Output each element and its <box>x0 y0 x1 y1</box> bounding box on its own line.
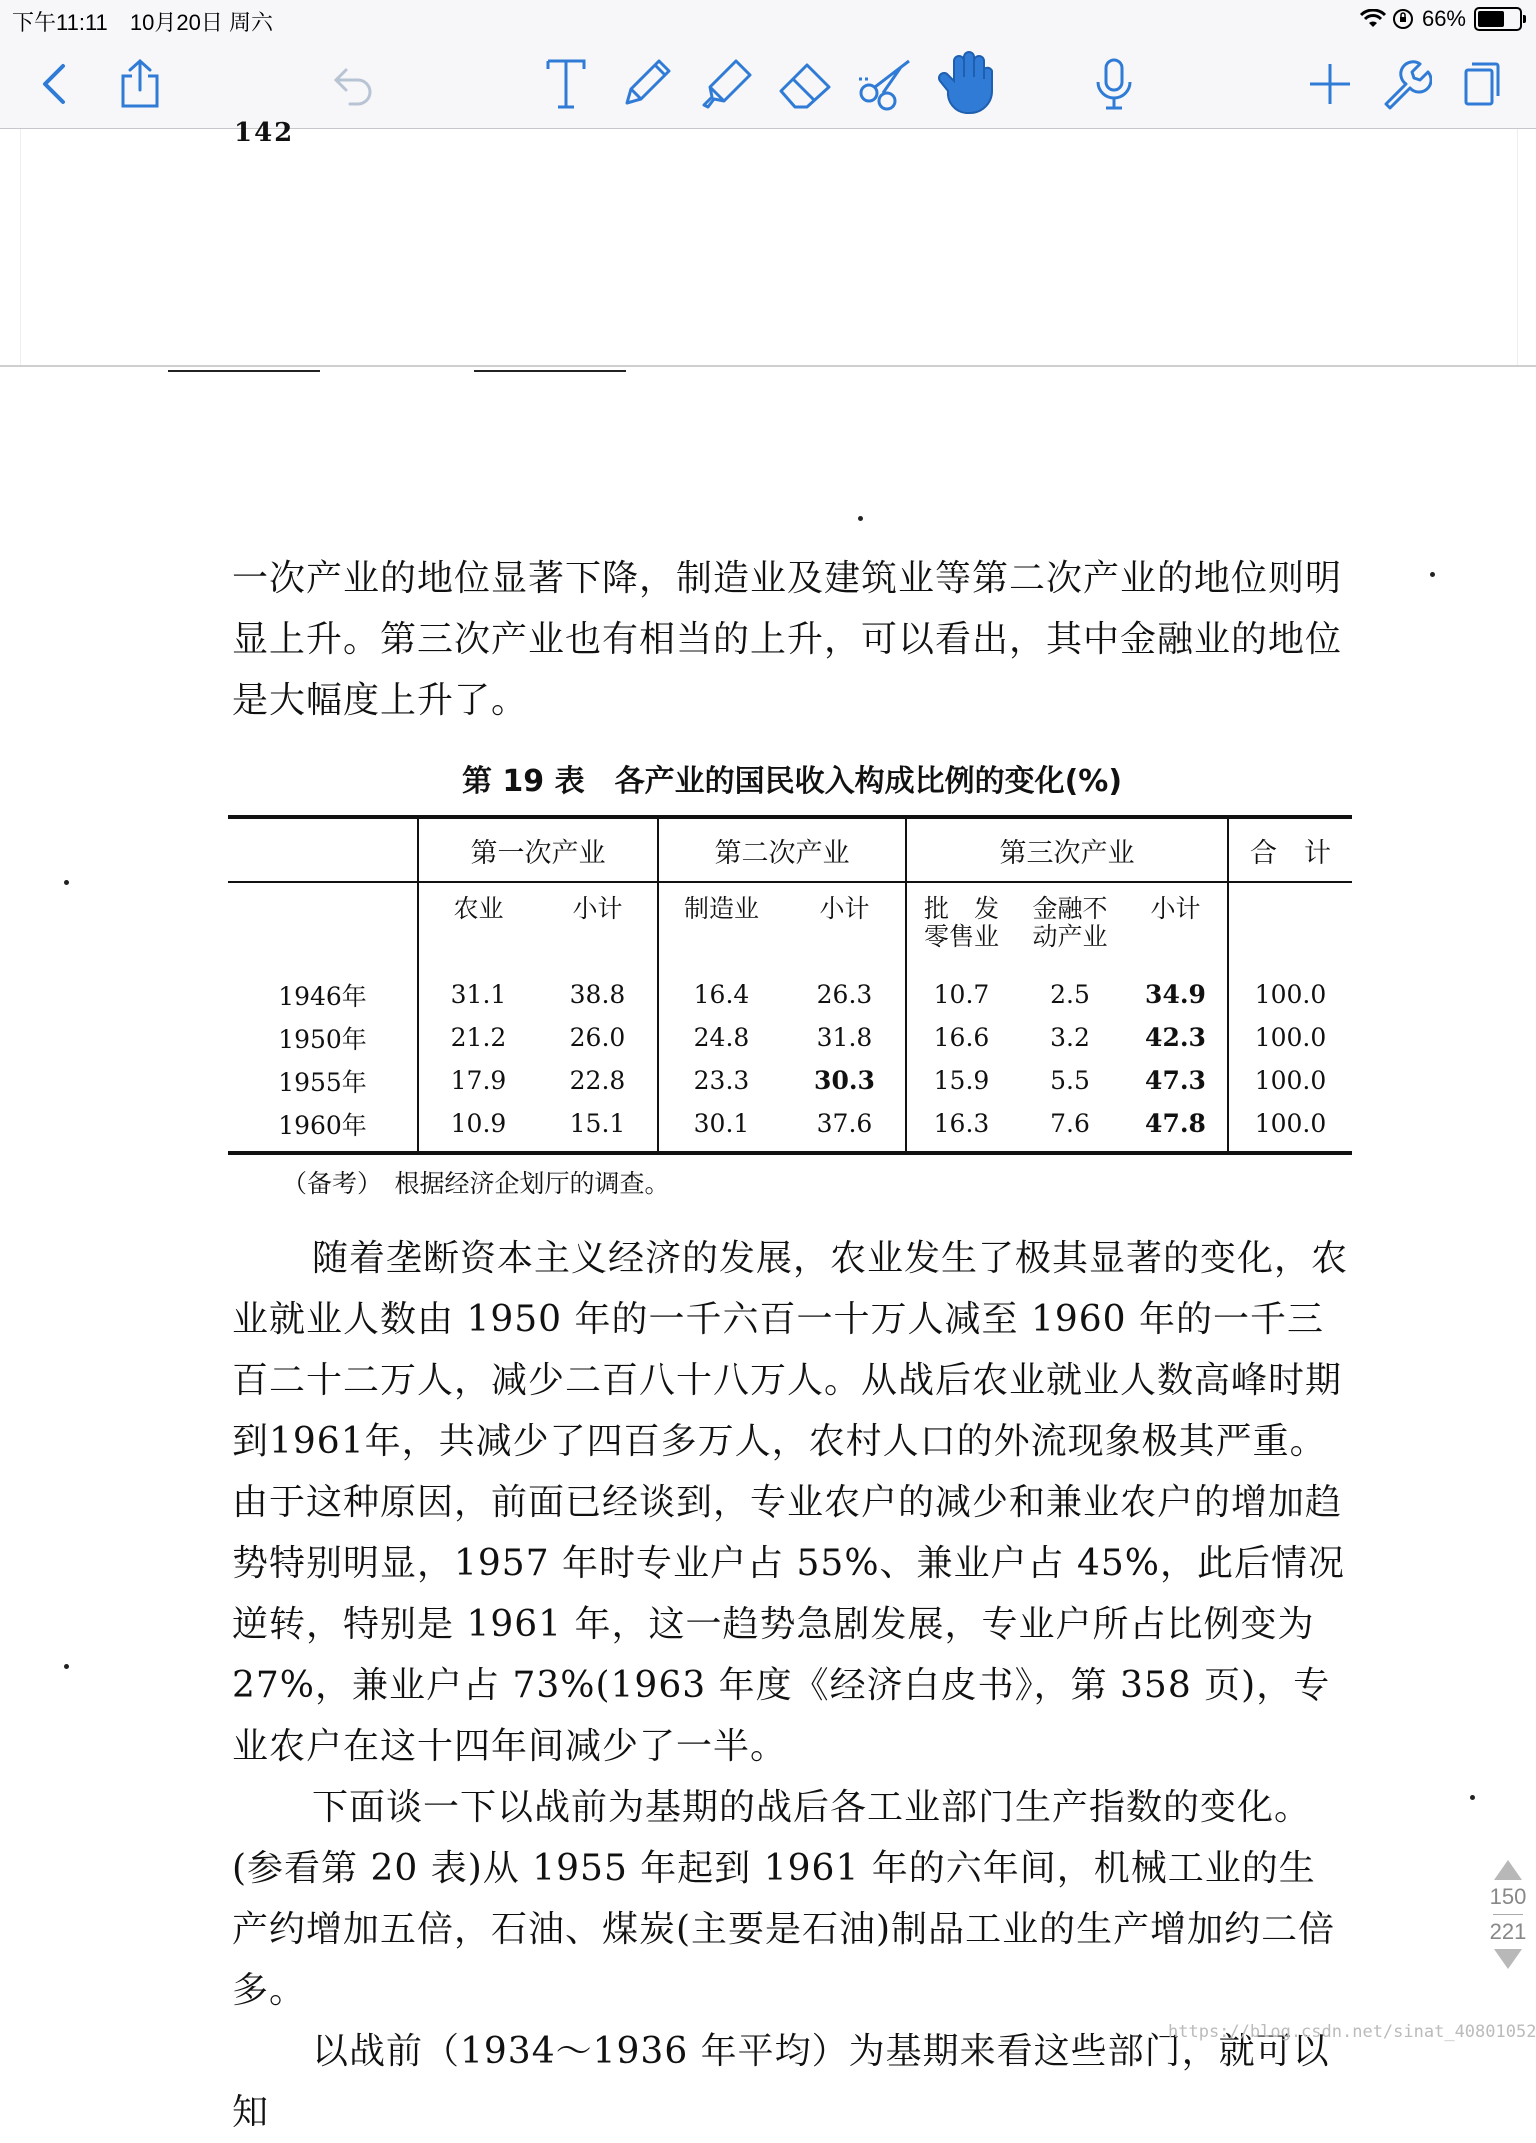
add-button[interactable] <box>1300 56 1360 112</box>
column-header: 小计 <box>819 894 870 923</box>
highlighter-tool-button[interactable] <box>696 56 756 112</box>
table-cell: 100.0 <box>1228 1059 1352 1102</box>
scan-speck <box>1430 572 1435 577</box>
text-tool-button[interactable] <box>536 56 596 112</box>
pen-icon <box>619 57 673 111</box>
column-header: 小计 <box>1150 894 1201 923</box>
pages-button[interactable] <box>1452 56 1512 112</box>
lasso-tool-button[interactable] <box>856 56 916 112</box>
table-cell: 47.8 <box>1124 1102 1228 1153</box>
table-cell: 30.1 <box>658 1102 784 1153</box>
table-cell: 26.0 <box>569 1023 626 1052</box>
plus-icon <box>1307 61 1353 107</box>
table-cell: 15.9 <box>906 1059 1016 1102</box>
table-cell: 15.1 <box>538 1102 658 1153</box>
status-bar <box>0 0 1536 40</box>
table-cell: 31.8 <box>816 1023 873 1052</box>
column-group-header: 第一次产业 <box>418 817 658 882</box>
watermark: https://blog.csdn.net/sinat_40801052 <box>1168 2022 1536 2042</box>
paragraph-text: 一次产业的地位显著下降，制造业及建筑业等第二次产业的地位则明显上升。第三次产业也有相当的上升，可以看出，其中金融业的地位是大幅度上升了。 <box>232 558 1343 721</box>
column-header: 农业 <box>418 882 538 973</box>
table-cell: 47.3 <box>1145 1066 1206 1095</box>
table-cell: 16.4 <box>658 973 784 1016</box>
column-group-header: 第二次产业 <box>658 817 906 882</box>
highlighter-icon <box>698 57 754 111</box>
toolbar <box>0 40 1536 129</box>
paragraph-text: 以战前（1934～1936 年平均）为基期来看这些部门，就可以知 <box>232 2031 1330 2133</box>
table-cell: 100.0 <box>1228 1016 1352 1059</box>
table-cell: 2.5 <box>1050 980 1090 1009</box>
table-cell: 7.6 <box>1016 1102 1124 1153</box>
back-button[interactable] <box>24 56 84 112</box>
scissors-icon <box>857 57 915 111</box>
table-cell: 31.1 <box>418 973 538 1016</box>
underline-fragment <box>474 370 626 372</box>
table-cell: 24.8 <box>658 1016 784 1059</box>
income-composition-table <box>228 815 1352 1155</box>
table-cell: 42.3 <box>1145 1023 1206 1052</box>
hand-tool-button[interactable] <box>930 56 1000 112</box>
undo-icon <box>332 62 376 106</box>
rotation-lock-icon <box>1392 8 1414 30</box>
table-title: 第 19 表 各产业的国民收入构成比例的变化(%) <box>461 764 1123 799</box>
hand-icon <box>934 51 996 117</box>
scan-speck <box>64 880 69 885</box>
table-note: （备考） 根据经济企划厅的调查。 <box>282 1169 670 1198</box>
table-cell: 26.3 <box>816 980 873 1009</box>
battery-percent: 66% <box>1421 6 1466 31</box>
eraser-tool-button[interactable] <box>776 56 836 112</box>
row-year: 1950年 <box>278 1024 367 1054</box>
row-year: 1960年 <box>228 1102 418 1153</box>
column-header <box>1228 882 1352 973</box>
paragraph <box>232 548 1352 731</box>
table-row <box>228 1059 1352 1102</box>
table-cell: 30.3 <box>814 1066 875 1095</box>
total-pages: 221 <box>1489 1919 1527 1944</box>
table-row <box>228 973 1352 1016</box>
settings-button[interactable] <box>1376 56 1436 112</box>
table-cell: 3.2 <box>1050 1023 1090 1052</box>
column-group-header: 合 计 <box>1228 817 1352 882</box>
table-cell: 16.3 <box>906 1102 1016 1153</box>
table-row <box>228 1102 1352 1153</box>
table-cell: 100.0 <box>1228 973 1352 1016</box>
table-cell: 22.8 <box>569 1066 626 1095</box>
text-icon <box>544 57 588 111</box>
status-date: 10月20日 周六 <box>129 10 273 35</box>
pen-tool-button[interactable] <box>616 56 676 112</box>
scroll-up-icon[interactable] <box>1494 1860 1522 1880</box>
battery-icon <box>1474 7 1522 31</box>
eraser-icon <box>777 59 835 109</box>
share-icon <box>117 58 163 110</box>
column-header: 金融不 动产业 <box>1032 894 1108 951</box>
table-cell: 37.6 <box>784 1102 906 1153</box>
chevron-left-icon <box>39 62 69 106</box>
row-year: 1946年 <box>278 981 367 1011</box>
table-cell: 17.9 <box>418 1059 538 1102</box>
previous-page-bottom <box>20 129 1518 365</box>
microphone-icon <box>1094 56 1134 112</box>
table-corner <box>228 882 418 973</box>
wifi-icon <box>1360 9 1386 29</box>
table-cell: 16.6 <box>906 1016 1016 1059</box>
table-cell: 38.8 <box>569 980 626 1009</box>
page-divider <box>0 365 1536 367</box>
share-button[interactable] <box>110 56 170 112</box>
column-group-header: 第三次产业 <box>906 817 1228 882</box>
table-cell: 100.0 <box>1228 1102 1352 1153</box>
scroll-down-icon[interactable] <box>1494 1949 1522 1969</box>
column-header: 批 发 零售业 <box>906 882 1016 973</box>
table-cell: 10.7 <box>906 973 1016 1016</box>
paragraph <box>232 1228 1352 2143</box>
page-scrubber[interactable] <box>1482 1860 1534 1969</box>
status-time: 下午11:11 <box>12 10 108 35</box>
table-cell: 34.9 <box>1145 980 1206 1009</box>
table-corner <box>228 817 418 882</box>
scan-speck <box>64 1664 69 1669</box>
undo-button[interactable] <box>324 56 384 112</box>
table-cell: 21.2 <box>418 1016 538 1059</box>
scan-speck <box>858 516 863 521</box>
current-page: 150 <box>1489 1884 1527 1909</box>
column-header: 制造业 <box>658 882 784 973</box>
table-cell: 23.3 <box>658 1059 784 1102</box>
underline-fragment <box>168 370 320 372</box>
table-row <box>228 1016 1352 1059</box>
table-cell: 5.5 <box>1050 1066 1090 1095</box>
wrench-icon <box>1380 58 1432 110</box>
column-header: 小计 <box>572 894 623 923</box>
page-number: 142 <box>234 118 295 148</box>
table-cell: 10.9 <box>418 1102 538 1153</box>
row-year: 1955年 <box>278 1067 367 1097</box>
scan-speck <box>1470 1795 1475 1800</box>
paragraph-text: 下面谈一下以战前为基期的战后各工业部门生产指数的变化。(参看第 20 表)从 1955 年起到 1961 年的六年间，机械工业的生产约增加五倍，石油、煤炭(主要是石油)制品工业的生产增加约二倍多。 <box>232 1787 1336 2011</box>
microphone-button[interactable] <box>1084 56 1144 112</box>
paragraph-text: 随着垄断资本主义经济的发展，农业发生了极其显著的变化，农业就业人数由 1950 年的一千六百一十万人减至 1960 年的一千三百二十二万人，减少二百八十八万人。从战后农业就业人数高峰时期到1961年，共减少了四百多万人，农村人口的外流现象极其严重。由于这种原因，前面已经谈到，专业农户的减少和兼业农户的增加趋势特别明显，1957 年时专业户占 55%、兼业户占 45%，此后情况逆转，特别是 1961 年，这一趋势急剧发展，专业户所占比例变为27%，兼业户占 73%(1963 年度《经济白皮书》，第 358 页)，专业农户在这十四年间减少了一半。 <box>232 1238 1349 1767</box>
pages-icon <box>1462 60 1502 108</box>
